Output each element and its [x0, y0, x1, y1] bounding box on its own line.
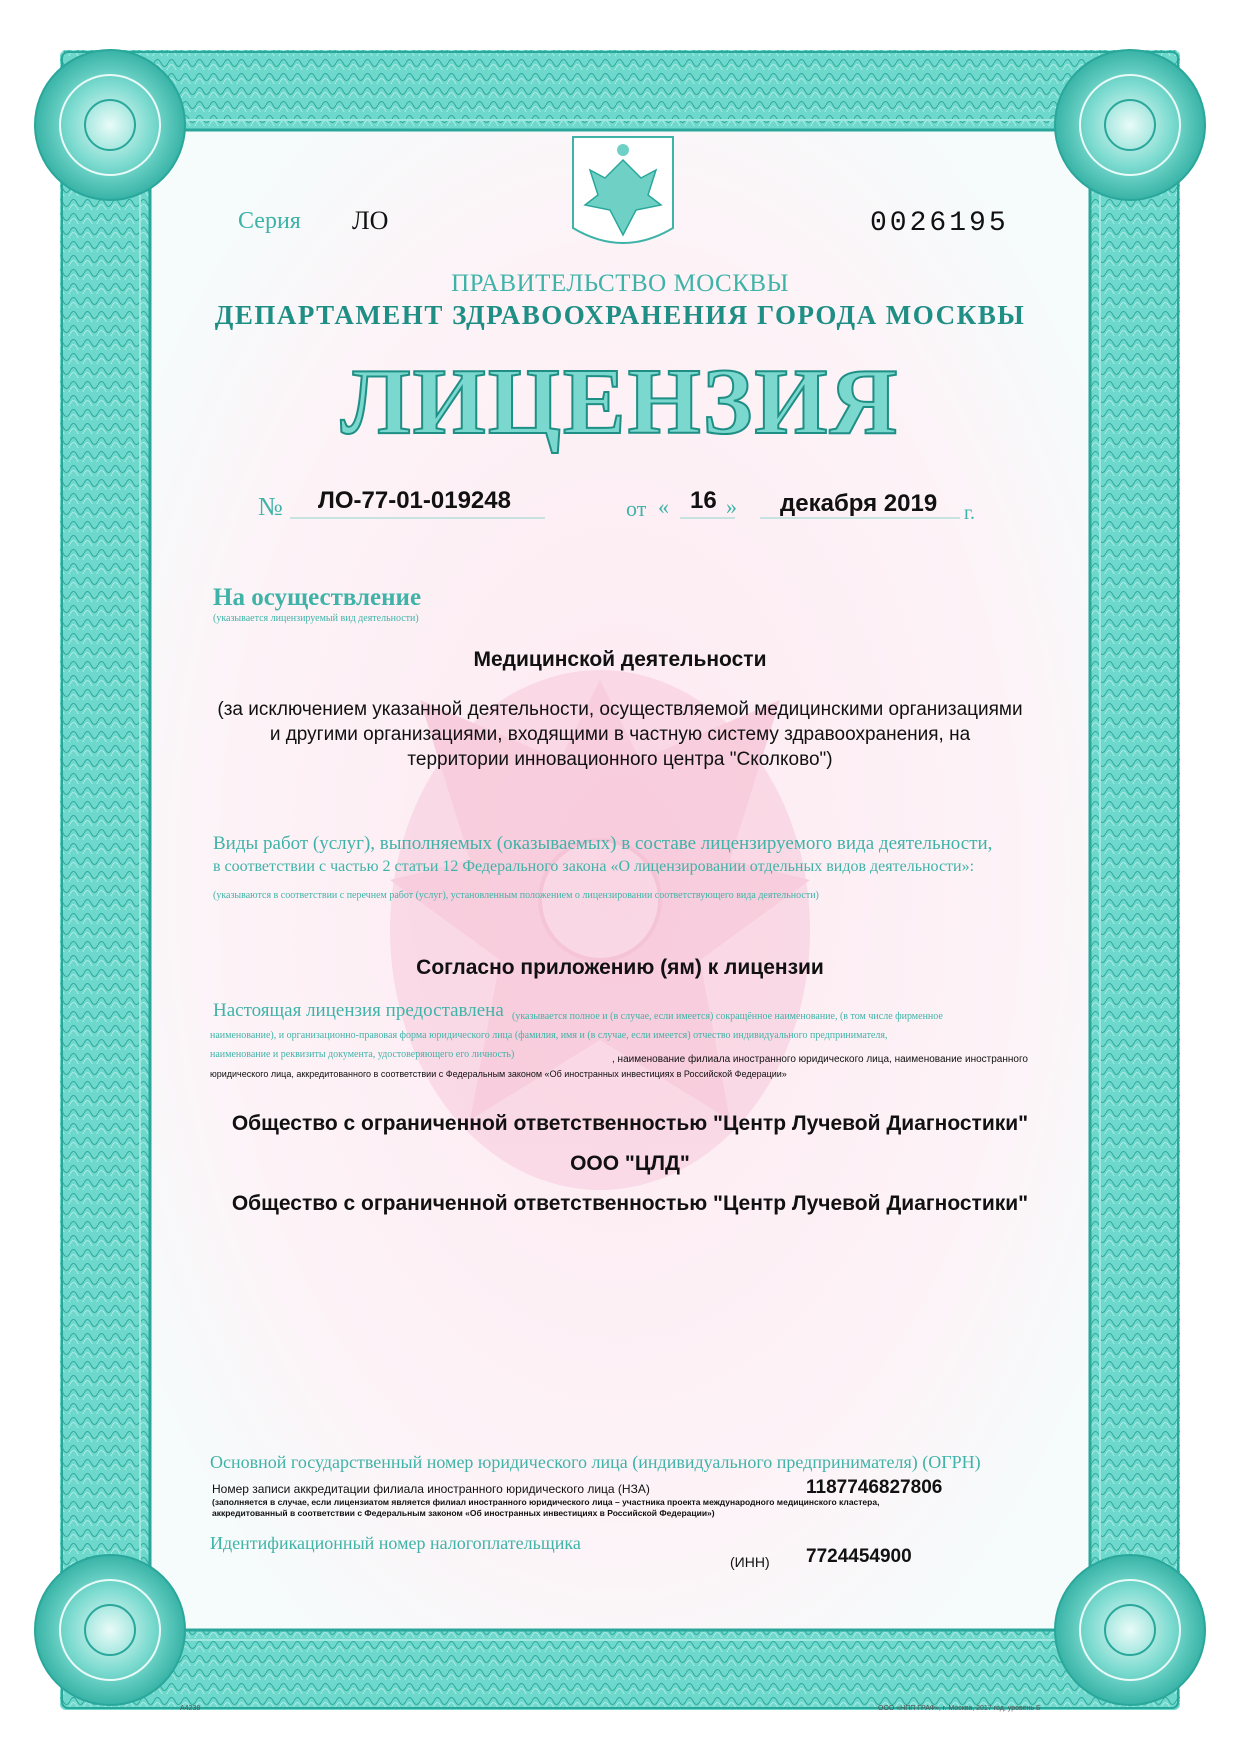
- ogrn-label: Основной государственный номер юридического лица (индивидуального предпринимателя) (ОГРН): [210, 1452, 981, 1472]
- works-line2: в соответствии с частью 2 статьи 12 Федерального закона «О лицензировании отдельных видов деятельности»:: [213, 858, 975, 875]
- activity-exception-line2: и другими организациями, входящими в частную систему здравоохранения, на: [269, 724, 971, 745]
- rosette-bottom-left: [35, 1555, 185, 1705]
- activity-heading-note: (указывается лицензируемый вид деятельности): [213, 613, 419, 624]
- inn-abbr: (ИНН): [730, 1554, 770, 1570]
- holder-print-line2: юридического лица, аккредитованного в соответствии с Федеральным законом «Об иностранных инвестициях в Российской Федерации»: [210, 1069, 787, 1079]
- rosette-bottom-right: [1055, 1555, 1205, 1705]
- activity-exception-line3: территории инновационного центра "Сколково"): [407, 749, 833, 770]
- works-value: Согласно приложению (ям) к лицензии: [416, 956, 824, 979]
- rosette-top-left: [35, 50, 185, 200]
- nza-label: Номер записи аккредитации филиала иностранного юридического лица (НЗА): [212, 1482, 650, 1496]
- form-code: А4238: [180, 1705, 201, 1712]
- open-quote: «: [658, 494, 669, 519]
- close-quote: »: [726, 494, 737, 519]
- printer-info: ООО «НПП ГРАФ», г. Москва, 2017 год, уровень Б: [878, 1705, 1041, 1712]
- dept-title: ДЕПАРТАМЕНТ ЗДРАВООХРАНЕНИЯ ГОРОДА МОСКВЫ: [214, 300, 1026, 330]
- license-day: 16: [690, 487, 717, 514]
- inn-value: 7724454900: [806, 1546, 912, 1567]
- holder-full-name: Общество с ограниченной ответственностью "Центр Лучевой Диагностики": [231, 1112, 1029, 1135]
- ogrn-value: 1187746827806: [806, 1477, 943, 1498]
- holder-note-line3: наименование и реквизиты документа, удостоверяющего его личность): [210, 1049, 515, 1060]
- works-line1: Виды работ (услуг), выполняемых (оказываемых) в составе лицензируемого вида деятельности,: [213, 833, 993, 854]
- holder-note-line2: наименование), и организационно-правовая форма юридического лица (фамилия, имя и (в случае, если имеется) отчество индивидуального предпринимателя,: [210, 1030, 888, 1041]
- holder-brand-name: Общество с ограниченной ответственностью "Центр Лучевой Диагностики": [231, 1192, 1029, 1215]
- inn-label: Идентификационный номер налогоплательщика: [210, 1533, 581, 1553]
- activity-name: Медицинской деятельности: [473, 648, 767, 671]
- works-note: (указываются в соответствии с перечнем работ (услуг), установленным положением о лицензировании соответствующего вида деятельности): [213, 890, 819, 901]
- series-label: Серия: [238, 208, 301, 234]
- holder-note-line1: (указывается полное и (в случае, если имеется) сокращённое наименование, (в том числе фирменное: [512, 1011, 943, 1022]
- series-value: ЛО: [352, 206, 389, 235]
- holder-short-name: ООО "ЦЛД": [570, 1152, 690, 1175]
- document-title: ЛИЦЕНЗИЯ: [340, 350, 900, 454]
- license-number: ЛО-77-01-019248: [318, 487, 511, 514]
- date-from-label: от: [626, 496, 647, 521]
- number-label: №: [258, 492, 283, 521]
- gov-title: ПРАВИТЕЛЬСТВО МОСКВЫ: [451, 270, 789, 297]
- nza-note-line1: (заполняется в случае, если лицензиатом является филиал иностранного юридического лица – участника проекта международного медицинского кластера,: [212, 1497, 880, 1507]
- license-month-year: декабря 2019: [780, 490, 938, 517]
- rosette-top-right: [1055, 50, 1205, 200]
- blank-number: 0026195: [870, 208, 1009, 239]
- holder-print-line1: , наименование филиала иностранного юридического лица, наименование иностранного: [612, 1054, 1028, 1065]
- coat-of-arms-icon: [573, 137, 673, 243]
- holder-intro: Настоящая лицензия предоставлена: [213, 1000, 504, 1021]
- activity-heading: На осуществление: [213, 584, 422, 611]
- activity-exception-line1: (за исключением указанной деятельности, осуществляемой медицинскими организациями: [217, 699, 1023, 720]
- nza-note-line2: аккредитованный в соответствии с Федеральным законом «Об иностранных инвестициях в Российской Федерации»): [212, 1508, 715, 1518]
- year-suffix: г.: [964, 502, 975, 524]
